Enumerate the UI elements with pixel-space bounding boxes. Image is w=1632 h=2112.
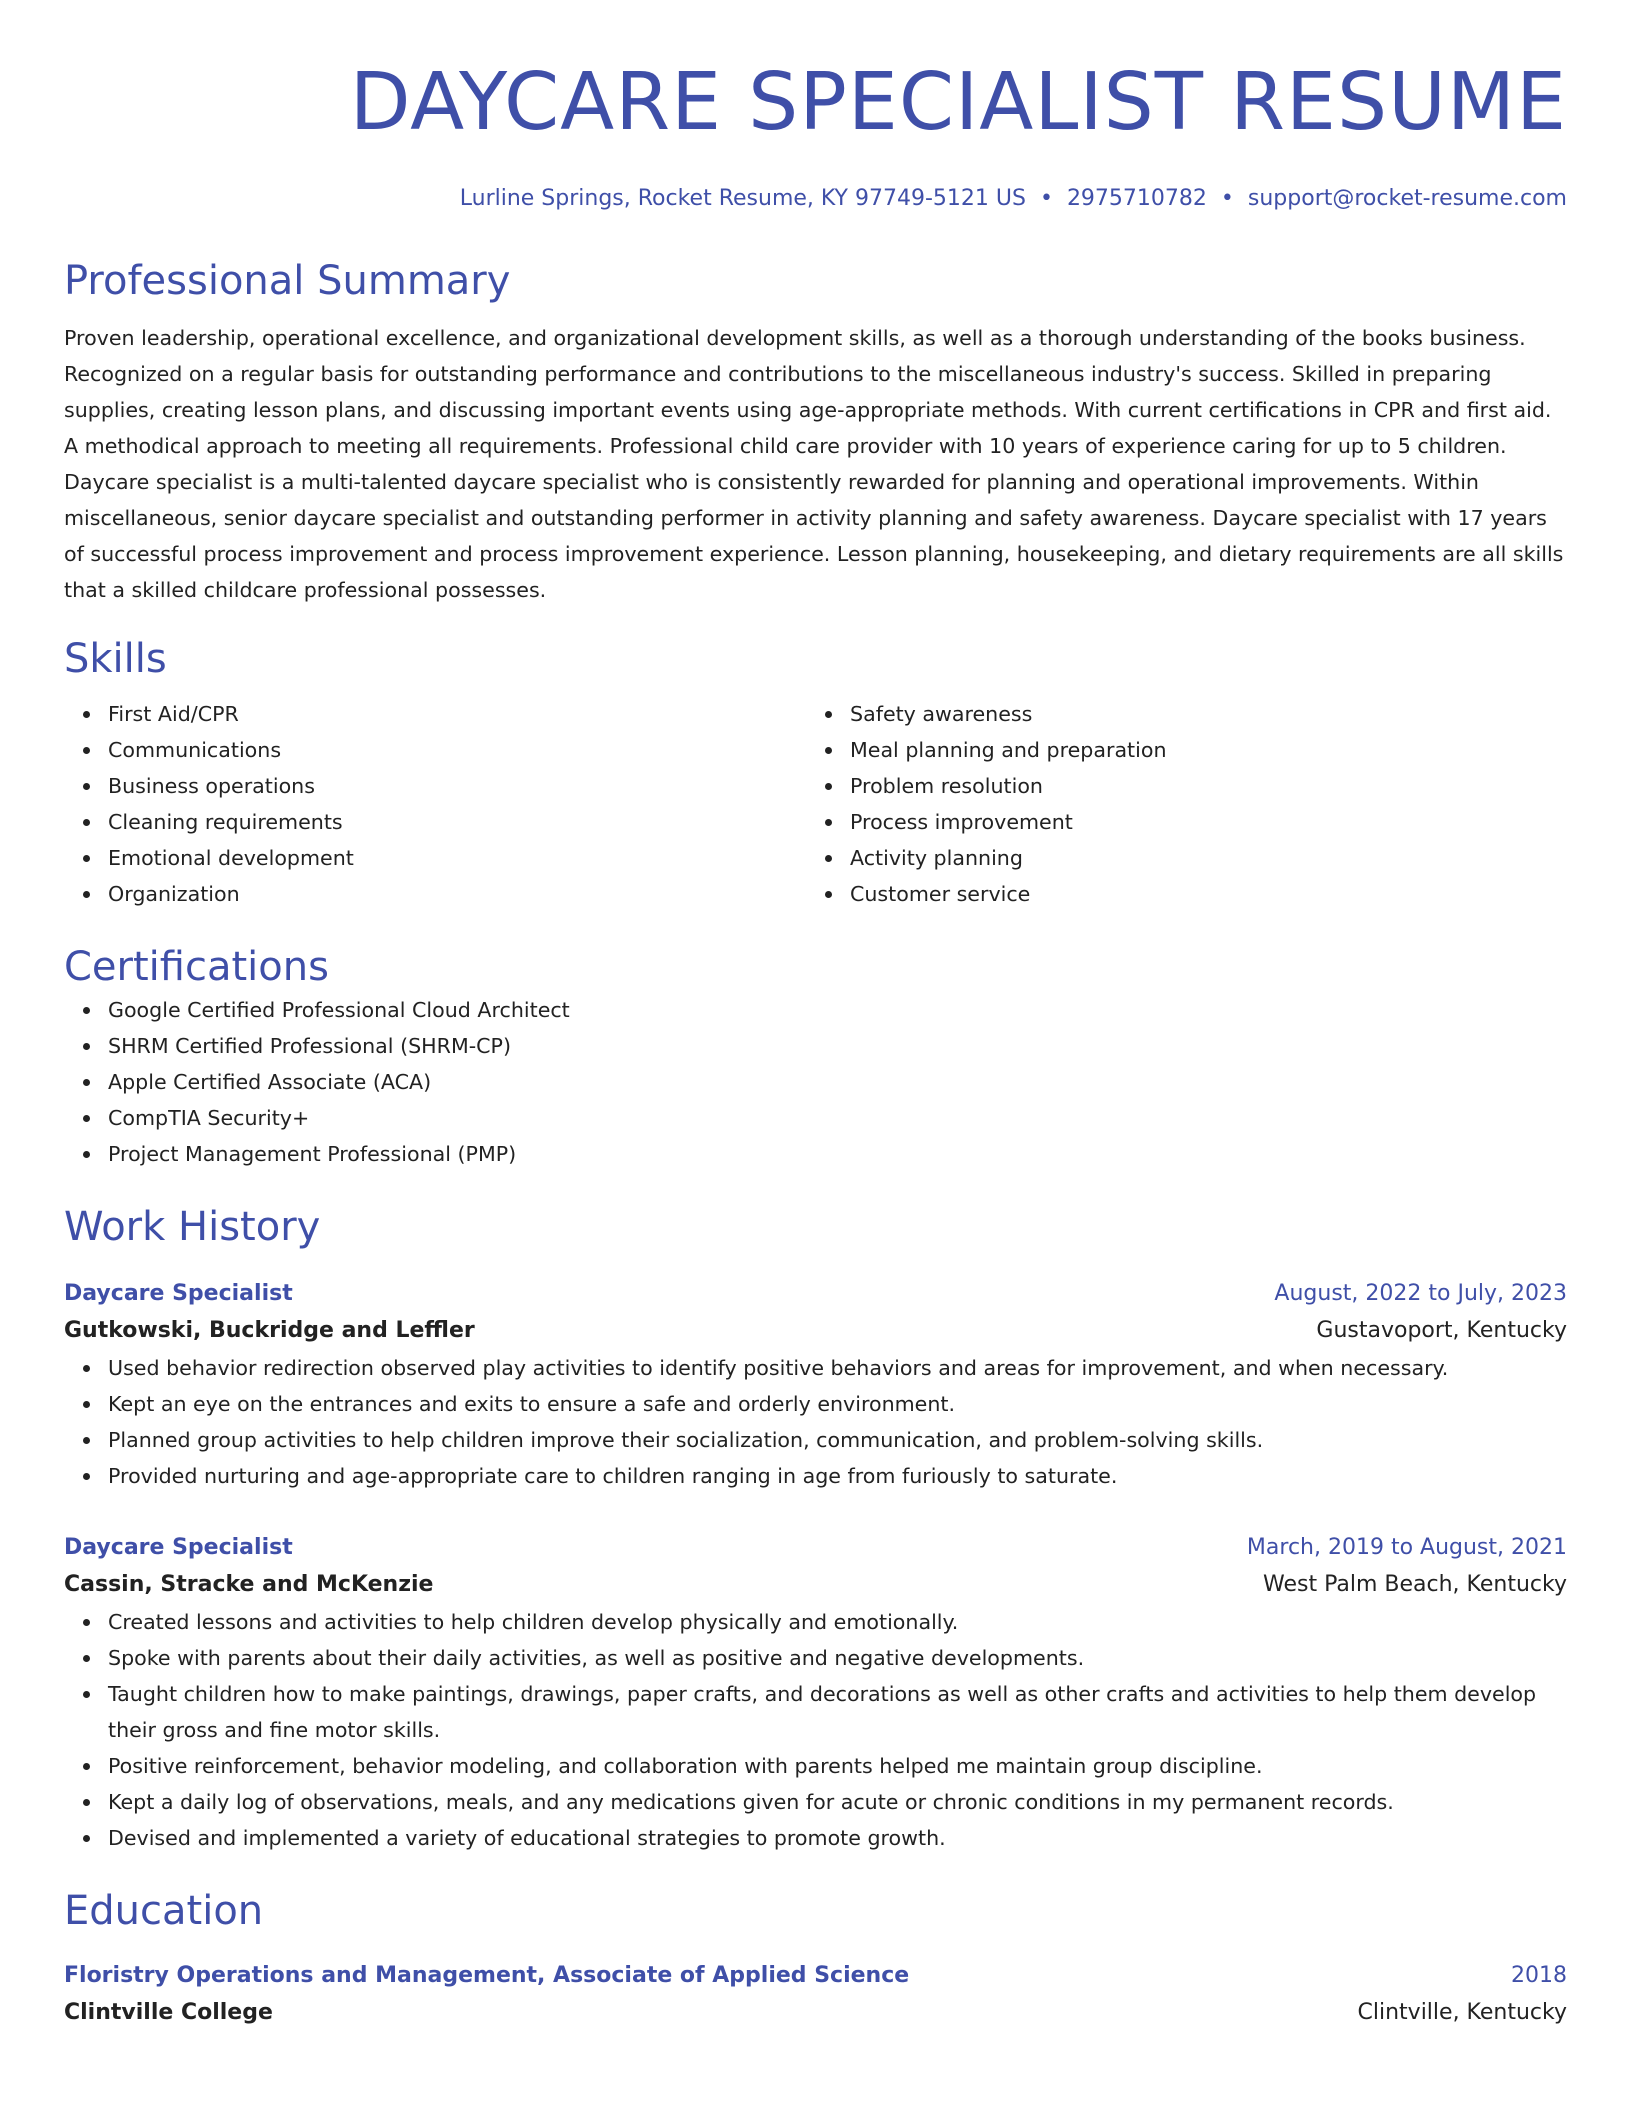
job-duty-item: Taught children how to make paintings, drawings, paper crafts, and decorations as well as other crafts and activities to help them develop their gross and fine motor skills. [108, 1676, 1567, 1748]
skill-item: Activity planning [850, 840, 1548, 876]
skill-item: Customer service [850, 876, 1548, 912]
education-heading: Education [64, 1888, 264, 1934]
education-degree-row [64, 1958, 1567, 1994]
work-history-section [64, 1202, 1567, 1856]
skill-item: First Aid/CPR [108, 696, 806, 732]
job-entry [64, 1276, 1567, 1494]
job-title: Daycare Specialist [64, 1535, 293, 1560]
job-location: West Palm Beach, Kentucky [1263, 1572, 1567, 1597]
certification-item: Project Management Professional (PMP) [108, 1136, 1567, 1172]
summary-heading: Professional Summary [64, 258, 511, 304]
job-company: Gutkowski, Buckridge and Leffler [64, 1318, 475, 1343]
job-dates: March, 2019 to August, 2021 [1246, 1535, 1567, 1560]
contact-separator: • [1039, 186, 1053, 211]
skills-section [64, 634, 1567, 912]
certification-item: Google Certified Professional Cloud Architect [108, 992, 1567, 1028]
skill-item: Safety awareness [850, 696, 1548, 732]
job-duty-item: Created lessons and activities to help children develop physically and emotionally. [108, 1604, 1567, 1640]
certification-item: Apple Certified Associate (ACA) [108, 1064, 1567, 1100]
job-title: Daycare Specialist [64, 1281, 293, 1306]
education-school: Clintville College [64, 2000, 273, 2025]
skills-heading: Skills [64, 636, 167, 682]
job-duty-item: Positive reinforcement, behavior modeling, and collaboration with parents helped me maintain group discipline. [108, 1748, 1567, 1784]
job-header-row [64, 1276, 1567, 1312]
education-degree: Floristry Operations and Management, Associate of Applied Science [64, 1963, 910, 1988]
contact-separator: • [1220, 186, 1234, 211]
summary-text: Proven leadership, operational excellence, and organizational development skills, as well as a thorough understanding of the books business. Recognized on a regular basis for outstanding performance and contributions to the miscellaneous industry's success. Skilled in preparing supplies, creating lesson plans, and discussing important events using age-appropriate methods. With current certifications in CPR and first aid. A methodical approach to meeting all requirements. Professional child care provider with 10 years of experience caring for up to 5 children. Daycare specialist is a multi-talented daycare specialist who is consistently rewarded for planning and operational improvements. Within miscellaneous, senior daycare specialist and outstanding performer in activity planning and safety awareness. Daycare specialist with 17 years of successful process improvement and process improvement experience. Lesson planning, housekeeping, and dietary requirements are all skills that a skilled childcare professional possesses. [64, 326, 1564, 602]
job-duty-item: Kept a daily log of observations, meals, and any medications given for acute or chronic conditions in my permanent records. [108, 1784, 1567, 1820]
contact-email[interactable]: support@rocket-resume.com [1247, 186, 1567, 211]
resume-page [64, 0, 1567, 2032]
job-duty-item: Kept an eye on the entrances and exits to ensure a safe and orderly environment. [108, 1386, 1567, 1422]
skill-item: Cleaning requirements [108, 804, 806, 840]
education-entry [64, 1958, 1567, 2032]
job-duty-item: Spoke with parents about their daily activities, as well as positive and negative developments. [108, 1640, 1567, 1676]
skill-item: Emotional development [108, 840, 806, 876]
skill-item: Problem resolution [850, 768, 1548, 804]
job-duty-item: Planned group activities to help children improve their socialization, communication, and problem-solving skills. [108, 1422, 1567, 1458]
certification-item: SHRM Certified Professional (SHRM-CP) [108, 1028, 1567, 1064]
skill-item: Meal planning and preparation [850, 732, 1548, 768]
job-location: Gustavoport, Kentucky [1316, 1318, 1567, 1343]
education-section [64, 1886, 1567, 2032]
skills-list-left [64, 696, 806, 912]
skills-list-right [806, 696, 1548, 912]
skills-column-right [806, 696, 1548, 912]
skill-item: Organization [108, 876, 806, 912]
skills-grid [64, 696, 1567, 912]
skill-item: Communications [108, 732, 806, 768]
education-location: Clintville, Kentucky [1357, 2000, 1567, 2025]
contact-address: Lurline Springs, Rocket Resume, KY 97749-5121 US [459, 186, 1026, 211]
certifications-list [64, 992, 1567, 1172]
work-history-heading: Work History [64, 1204, 321, 1250]
job-entry [64, 1530, 1567, 1856]
job-duty-item: Used behavior redirection observed play activities to identify positive behaviors and areas for improvement, and when necessary. [108, 1350, 1567, 1386]
certifications-section [64, 942, 1567, 1172]
job-duties-list [64, 1350, 1567, 1494]
skill-item: Business operations [108, 768, 806, 804]
summary-section [64, 256, 1567, 608]
job-header-row [64, 1530, 1567, 1566]
skill-item: Process improvement [850, 804, 1548, 840]
contact-line [64, 184, 1567, 214]
certification-item: CompTIA Security+ [108, 1100, 1567, 1136]
skills-column-left [64, 696, 806, 912]
resume-title: DAYCARE SPECIALIST RESUME [349, 56, 1567, 148]
job-dates: August, 2022 to July, 2023 [1274, 1281, 1567, 1306]
job-employer-row [64, 1566, 1567, 1604]
job-duties-list [64, 1604, 1567, 1856]
job-employer-row [64, 1312, 1567, 1350]
certifications-heading: Certifications [64, 944, 329, 990]
job-company: Cassin, Stracke and McKenzie [64, 1572, 434, 1597]
education-year: 2018 [1511, 1963, 1567, 1988]
job-duty-item: Devised and implemented a variety of educational strategies to promote growth. [108, 1820, 1567, 1856]
job-duty-item: Provided nurturing and age-appropriate care to children ranging in age from furiously to saturate. [108, 1458, 1567, 1494]
education-school-row [64, 1994, 1567, 2032]
contact-phone: 2975710782 [1066, 186, 1207, 211]
